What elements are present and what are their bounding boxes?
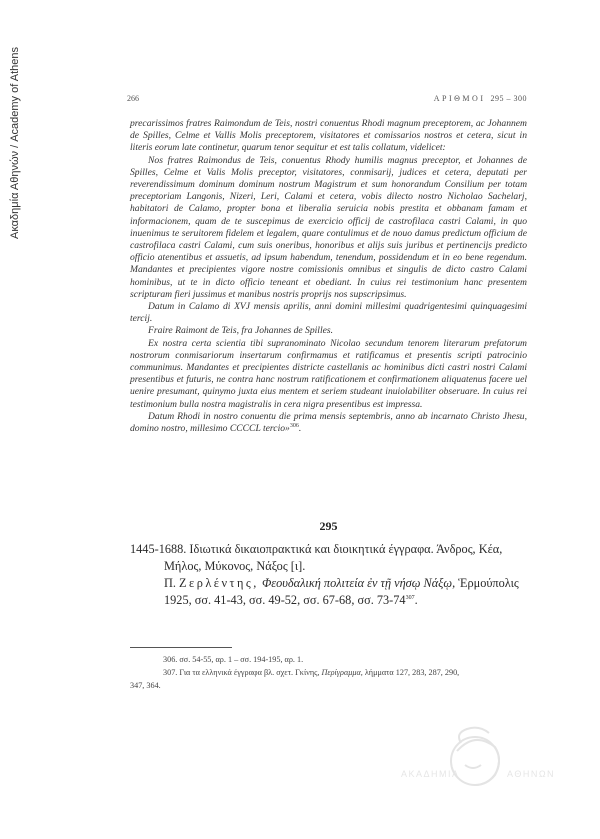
- athena-head-icon: [395, 725, 555, 805]
- footnotes: [130, 653, 530, 692]
- edition-place: Ἑρμούπολις: [455, 576, 519, 590]
- footnote-rule: [130, 647, 232, 648]
- edition-prefix: Π.: [164, 576, 180, 590]
- entry-number: 295: [319, 519, 338, 533]
- dating-paragraph: Datum in Calamo di XVJ mensis aprilis, anni domini millesimi quadrigentesimi quinquagesimi tercij.: [130, 301, 527, 325]
- academy-watermark: [395, 725, 555, 805]
- page-number: 266: [127, 94, 139, 103]
- side-stamp-text: Ακαδημία Αθηνών / Academy of Athens: [9, 47, 21, 240]
- confirmation-paragraph: Ex nostra certa scientia tibi supranominato Nicolao secundum tenorem literarum prefatorum nostrorum conmisariorum insertarum confirmamus et ratificamus et presentis scripti patrocinio communimus. Mandantes et precipientes districte castellanis ac hominibus dicti castri nostri Calami presentibus et futuris, ne contra hanc nostrum ratificationem et confirmationem aliquatenus facere uel uenire presumant, quinymo juxta eius mentem et seriem studeant inuiolabiliter obseruare. In cuius rei testimonium bulla nostra magistralis in cera nigra presentibus est impressa.: [130, 337, 527, 410]
- letter-paragraph: Nos fratres Raimondus de Teis, conuentus Rhody humilis magnus preceptor, et Johannes de Spilles, Celme et Valis Molis preceptor, visitatores, conmisarij, judices et cetera, deputati per reverendissimum dominum dominum nostrum Magistrum et sum honorandum Consilium per totam preceptoriam Langonis, Nizeri, Leri, Calami et cetera, vobis dilecto nostro Nicholao Sachelarj, habitatori de Calamo, propter bona et liberalia seruicia nobis prestita et obbanam famam et informacionem, quam de te suscepimus de exercicio officij de castrofilaca castri Calami, in quo inuenimus te seruitorem fidelem et legalem, quare contulimus et de nouo damus predictum officium de castrofilaca castri Calami, cum suis oneribus, honoribus et alijs suis juribus et pertinencijs predicto officio atenentibus et assuetis, ad ipsum habendum, tenendum, possidendum et in eo bene regendum. Mandantes et precipientes vigore nostre comissionis omnibus et singulis de dicto castro Calami hominibus, ut te in dicto officio teneant et obediant. In cuius rei testimonium hanc presentem scripturam fieri jussimus et manibus nostris proprijs nos supscripsimus.: [130, 154, 527, 300]
- entry-heading-line2: Μήλος, Μύκονος, Νάξος [ι].: [164, 559, 306, 573]
- footnote-ref-307: 307: [405, 594, 415, 601]
- closing-text: Datum Rhodi in nostro conuentu die prima mensis septembris, anno ab incarnato Christo Jhesu, domino nostro, millesimo CCCCL tercio»: [130, 410, 527, 435]
- footnote-307: [130, 666, 530, 679]
- footnote-307-continuation: 347, 364.: [130, 681, 161, 690]
- page-header: [127, 94, 527, 108]
- running-title: ΑΡΙΘΜΟΙ: [433, 94, 486, 103]
- entry-edition-line2: 1925, σσ. 41-43, σσ. 49-52, σσ. 67-68, σσ. $73-74^{307}$.: [164, 593, 418, 607]
- watermark-left-text: ΑΚΑΔΗΜΙΑ: [401, 769, 460, 779]
- signatures-paragraph: Fraire Raimont de Teis, fra Johannes de Spilles.: [148, 325, 334, 337]
- footnote-307-rest: , λήμματα 127, 283, 287, 290,: [360, 668, 460, 677]
- footnote-307-title: Περίγραμμα: [321, 668, 361, 677]
- footnote-ref-306: 306: [289, 422, 299, 429]
- edition-pages: 1925, σσ. 41-43, σσ. 49-52, σσ. 67-68, σσ. 73-74: [164, 593, 406, 607]
- latin-document-text: [130, 118, 527, 435]
- intro-paragraph: precarissimos fratres Raimondum de Teis, nostri conuentus Rhodi magnum preceptorem, ac Johannem de Spilles, Celme et Vallis Molis preceptorem, visitatores et comissarios nostros et cetera, sicut in literis eorum late continetur, quarum tenor sequitur et est talis collatum, videlicet:: [130, 118, 527, 154]
- watermark-right-text: ΑΘΗΝΩΝ: [507, 769, 555, 779]
- edition-author: Ζερλέντης,: [179, 576, 259, 590]
- closing-paragraph: Datum Rhodi in nostro conuentu die prima mensis septembris, anno ab incarnato Christo Jhesu, domino nostro, millesimo CCCCL tercio»$^{306}$.: [130, 410, 527, 435]
- running-range: 295 – 300: [490, 94, 527, 103]
- footnote-306: 306. σσ. 54-55, αρ. 1 – σσ. 194-195, αρ. 1.: [163, 655, 304, 664]
- edition-title: Φεουδαλική πολιτεία ἐν τῇ νήσῳ Νάξῳ,: [261, 576, 456, 590]
- entry-edition: [130, 575, 530, 592]
- running-header: [434, 94, 527, 103]
- entry-heading-line1: 1445-1688. Ιδιωτικά δικαιοπρακτικά και διοικητικά έγγραφα. Άνδρος, Κέα,: [130, 542, 503, 556]
- footnote-307-text: 307. Για τα ελληνικά έγγραφα βλ. σχετ. Γκίνης,: [163, 668, 322, 677]
- side-stamp: [7, 40, 23, 250]
- entry-block: [130, 541, 530, 609]
